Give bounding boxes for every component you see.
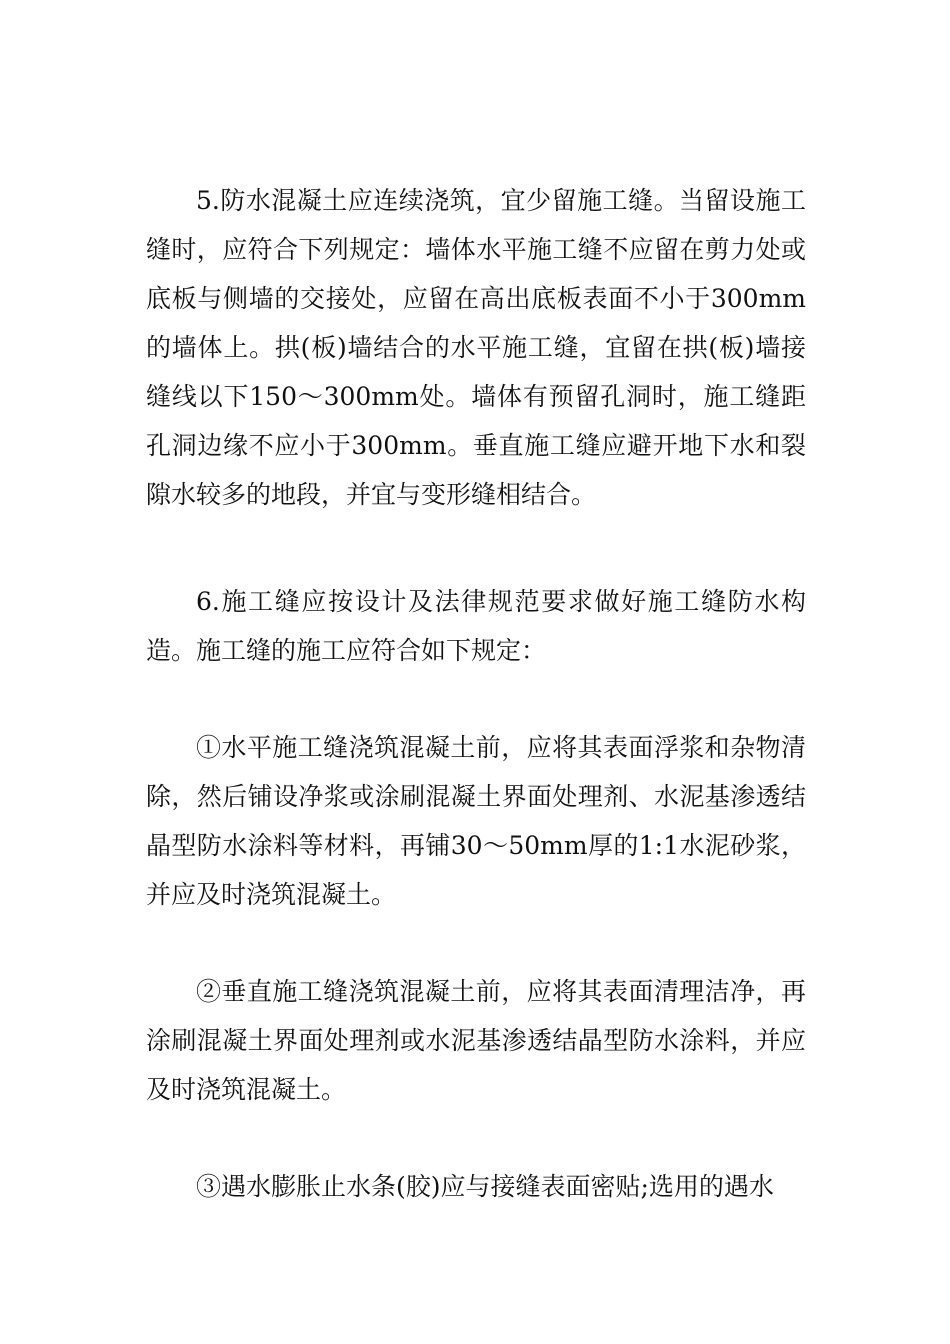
paragraph-waterstop: ③遇水膨胀止水条(胶)应与接缝表面密贴;选用的遇水 xyxy=(196,1172,774,1201)
paragraph-vertical-joint: ②垂直施工缝浇筑混凝土前，应将其表面清理洁净，再涂刷混凝土界面处理剂或水泥基渗透结晶型防水涂料，并应及时浇筑混凝土。 xyxy=(146,977,806,1104)
paragraph-horizontal-joint: ①水平施工缝浇筑混凝土前，应将其表面浮浆和杂物清除，然后铺设净浆或涂刷混凝土界面处理剂、水泥基渗透结晶型防水涂料等材料，再铺30～50mm厚的1:1水泥砂浆，并应及时浇筑混凝土。 xyxy=(146,733,806,909)
paragraph-construction-joints: 5.防水混凝土应连续浇筑，宜少留施工缝。当留设施工缝时，应符合下列规定：墙体水平施工缝不应留在剪力处或底板与侧墙的交接处，应留在高出底板表面不小于300mm的墙体上。拱(板)墙结合的水平施工缝，宜留在拱(板)墙接缝线以下150～300mm处。墙体有预留孔洞时，施工缝距孔洞边缘不应小于300mm。垂直施工缝应避开地下水和裂隙水较多的地段，并宜与变形缝相结合。 xyxy=(146,186,806,509)
paragraph-joint-waterproofing: 6.施工缝应按设计及法律规范要求做好施工缝防水构造。施工缝的施工应符合如下规定： xyxy=(146,587,806,665)
